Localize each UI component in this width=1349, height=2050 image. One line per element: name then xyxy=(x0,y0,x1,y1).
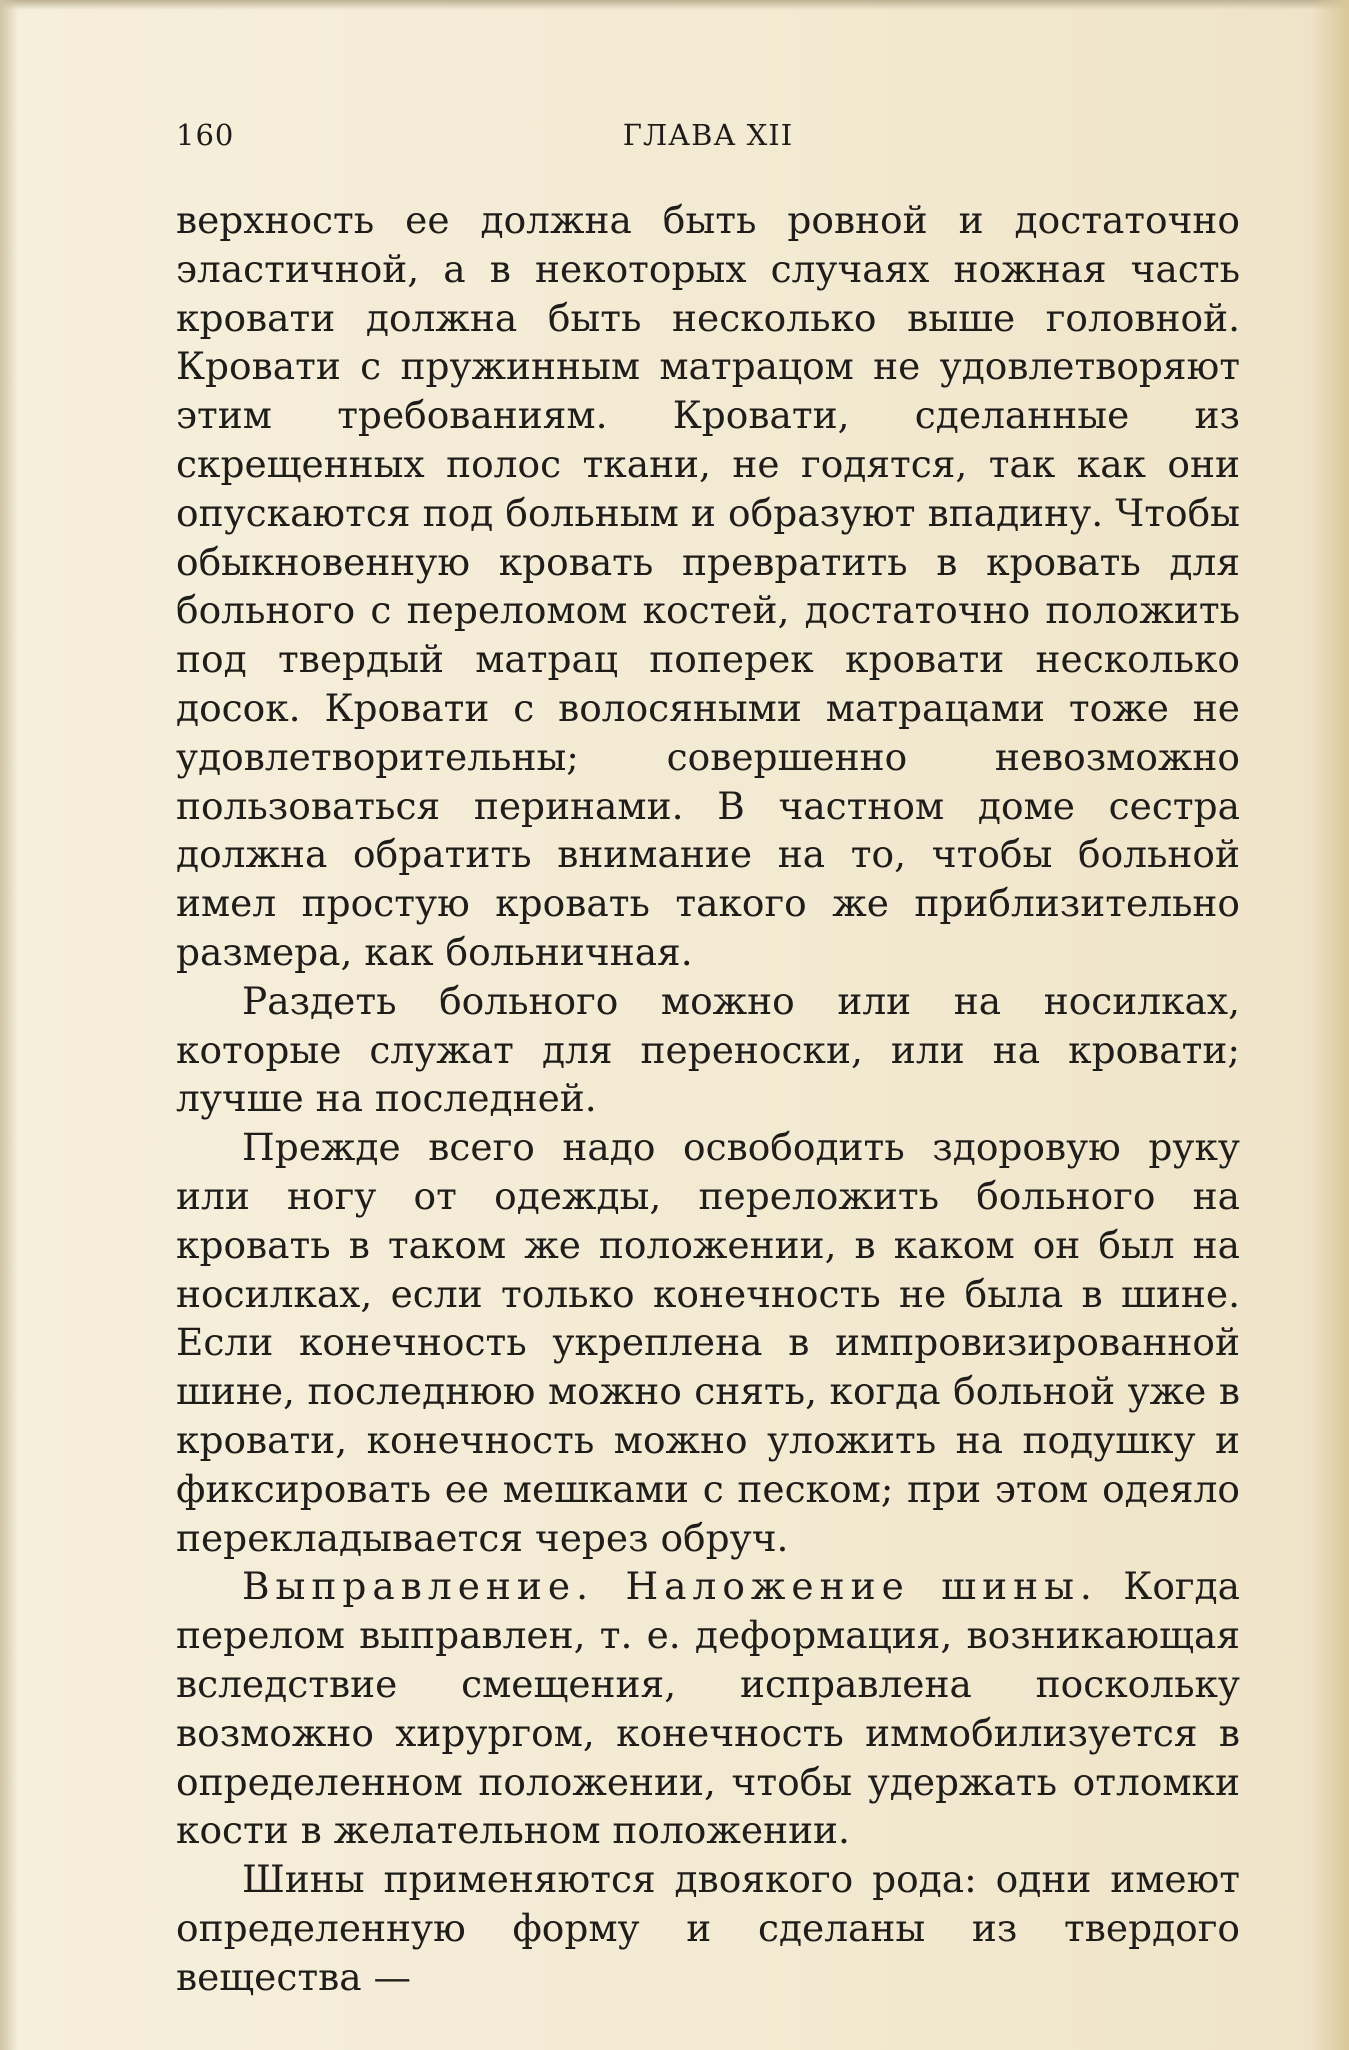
page-edge-shadow-right xyxy=(1309,0,1349,2050)
paragraph: Прежде всего надо освободить здоровую руку или ногу от одежды, переложить больного на кровать в таком же положении, в каком он был на носилках, если только конечность не была в шине. Если конечность укреплена в импровизированной шине, последнюю можно снять, когда больной уже в кровати, конечность можно уложить на подушку и фиксировать ее мешками с песком; при этом одеяло перекладывается через обруч. xyxy=(176,1125,1240,1560)
paragraph: Раздеть больного можно или на носилках, которые служат для переноски, или на кровати; лучше на последней. xyxy=(176,978,1240,1121)
paragraph xyxy=(176,1562,1240,1855)
running-head: ГЛАВА XII xyxy=(622,118,794,152)
page-number: 160 xyxy=(176,118,235,152)
paragraph-text: Когда перелом выправлен, т. е. деформация, возникающая вследствие смещения, исправлена поскольку возможно хирургом, конечность иммобилизуется в определенном положении, чтобы удержать отломки кости в желательном положении. xyxy=(176,1564,1240,1853)
paragraph: Шины применяются двоякого рода: одни имеют определенную форму и сделаны из твердого вещества — xyxy=(176,1857,1240,1999)
section-heading: Выправление. Наложение шины. xyxy=(242,1564,1098,1609)
page-edge-shadow-left xyxy=(0,0,18,2050)
paragraph: верхность ее должна быть ровной и достаточно эластичной, а в некоторых случаях ножная часть кровати должна быть несколько выше головной. Кровати с пружинным матрацом не удовлетворяют этим требованиям. Кровати, сделанные из скрещенных полос ткани, не годятся, так как они опускаются под больным и образуют впадину. Чтобы обыкновенную кровать превратить в кровать для больного с переломом костей, достаточно положить под твердый матрац поперек кровати несколько досок. Кровати с волосяными матрацами тоже не удовлетворительны; совершенно невозможно пользоваться перинами. В частном доме сестра должна обратить внимание на то, чтобы больной имел простую кровать такого же приблизительно размера, как больничная. xyxy=(176,198,1240,974)
page-edge-shadow-top xyxy=(0,0,1349,10)
body-text xyxy=(176,196,1240,2001)
page-header xyxy=(176,118,1240,162)
